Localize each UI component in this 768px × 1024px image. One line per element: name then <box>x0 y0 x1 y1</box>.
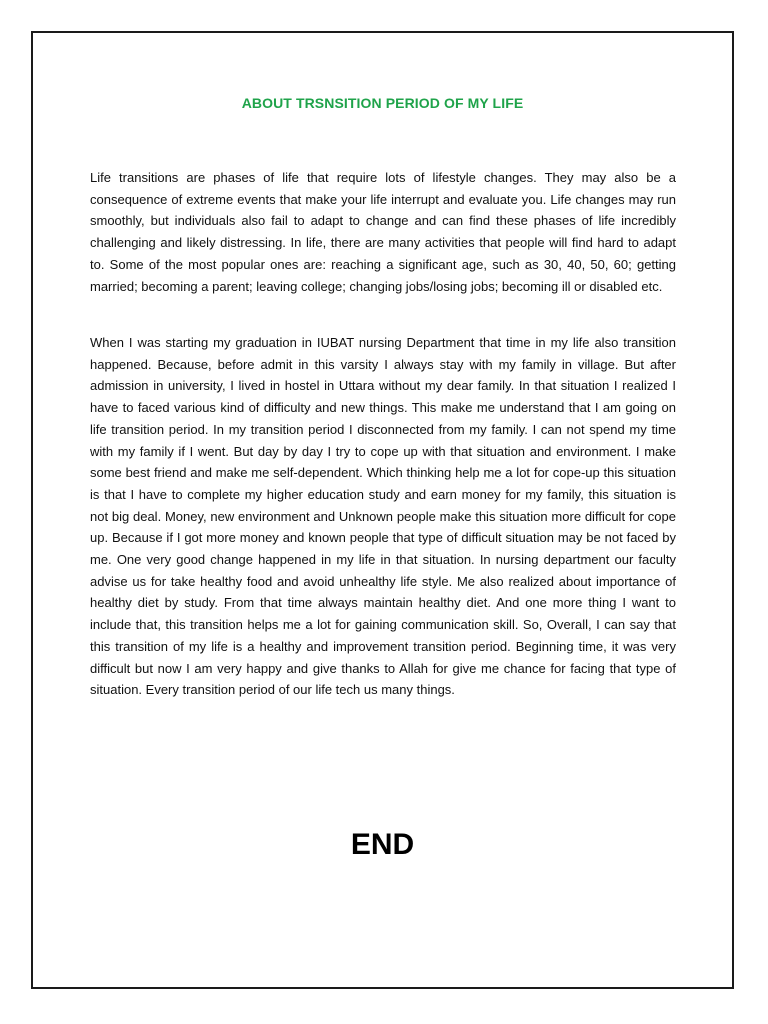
end-marker: END <box>350 828 415 861</box>
paragraph-intro: Life transitions are phases of life that require lots of lifestyle changes. They may also be a consequence of extreme events that make your life interrupt and evaluate you. Life changes may run smoothly, but individuals also fail to adapt to change and can find these phases of life incredibly challenging and likely distressing. In life, there are many activities that people will find hard to adapt to. Some of the most popular ones are: reaching a significant age, such as 30, 40, 50, 60; getting married; becoming a parent; leaving college; changing jobs/losing jobs; becoming ill or disabled etc. <box>90 170 676 294</box>
document-title: ABOUT TRSNSITION PERIOD OF MY LIFE <box>241 95 524 111</box>
paragraph-personal-story: When I was starting my graduation in IUBAT nursing Department that time in my life also transition happened. Because, before admit in this varsity I always stay with my family in village. But after admission in university, I lived in hostel in Uttara without my dear family. In that situation I realized I have to faced various kind of difficulty and new things. This make me understand that I am going on life transition period. In my transition period I disconnected from my family. I can not spend my time with my family if I went. But day by day I try to cope up with that situation and environment. I make some best friend and make me self-dependent. Which thinking help me a lot for cope-up this situation is that I have to complete my higher education study and earn money for my family, this situation is not big deal. Money, new environment and Unknown people make this situation more difficult for cope up. Because if I got more money and known people that type of difficult situation may be not faced by me. One very good change happened in my life in that situation. In nursing department our faculty advise us for take healthy food and avoid unhealthy life style. Me also realized about importance of healthy diet by study. From that time always maintain healthy diet. And one more thing I want to include that, this transition helps me a lot for gaining communication skill. So, Overall, I can say that this transition of my life is a healthy and improvement transition period. Beginning time, it was very difficult but now I am very happy and give thanks to Allah for give me chance for facing that type of situation. Every transition period of our life tech us many things. <box>90 335 676 698</box>
